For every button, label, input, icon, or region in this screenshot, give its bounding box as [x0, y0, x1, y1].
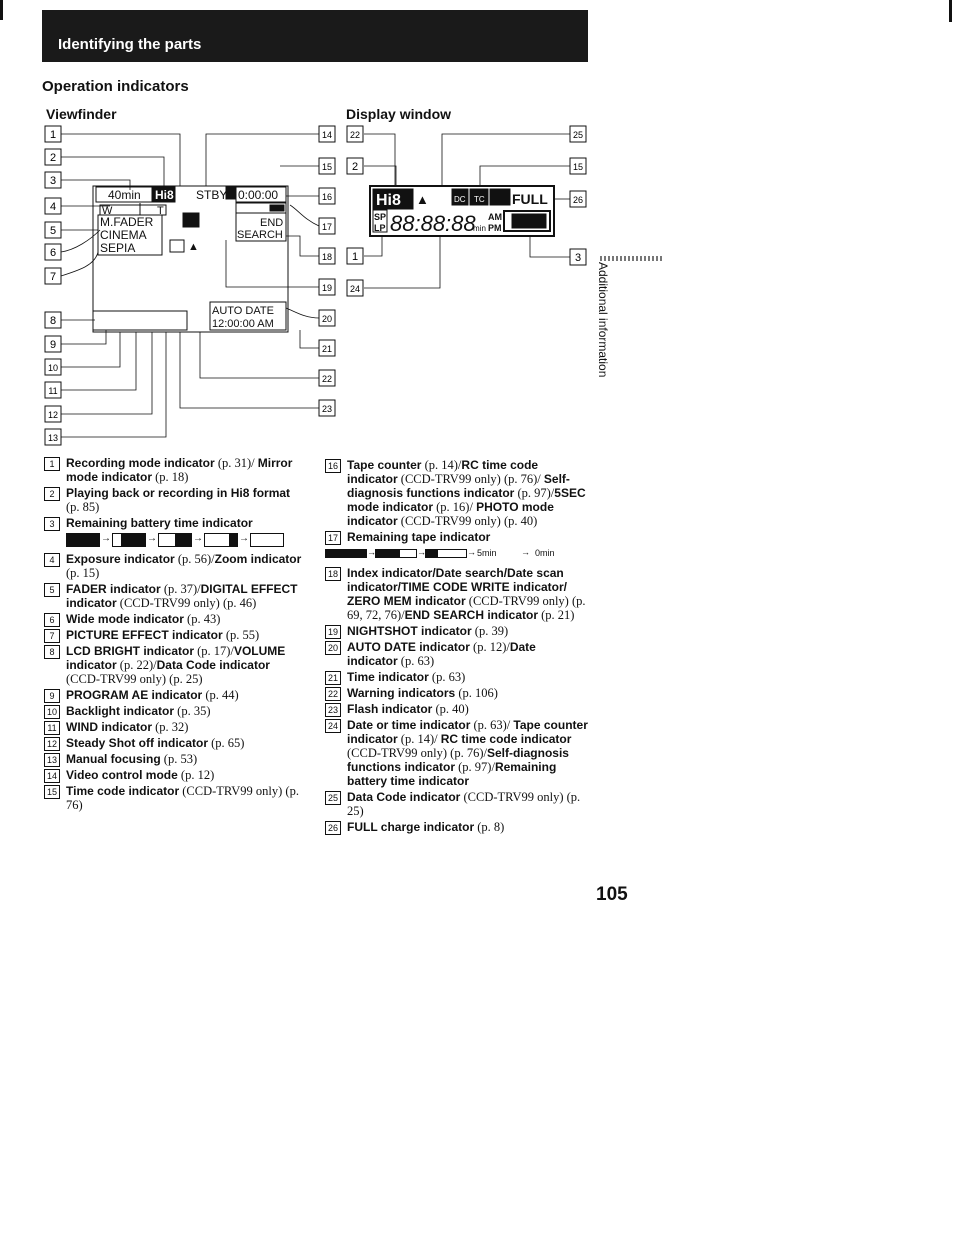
legend-ref: (p. 63)/ [470, 718, 514, 732]
arrow-right-icon: → [417, 547, 426, 557]
legend-term: Steady Shot off indicator [66, 736, 209, 750]
callout-left-1: 1 [49, 129, 57, 141]
callout-left-8: 8 [49, 315, 57, 327]
legend-term: Data Code indicator [347, 790, 461, 804]
display-window-heading: Display window [346, 106, 452, 122]
callout-mid-15: 15 [321, 162, 333, 172]
legend-entry-20 [325, 640, 589, 668]
legend-number-13: 13 [44, 753, 60, 767]
legend-number-6: 6 [44, 613, 60, 627]
vf-stby: STBY [196, 188, 228, 202]
callout-mid-17: 17 [321, 222, 333, 232]
legend-term: NIGHTSHOT indicator [347, 624, 472, 638]
legend-number-17: 17 [325, 531, 341, 545]
battery-icon [158, 533, 192, 547]
legend-ref: (p. 65) [208, 736, 245, 750]
leader-lines [61, 134, 570, 437]
legend-term: Date indicator [347, 640, 536, 668]
legend-term: RC time code indicator [440, 732, 572, 746]
side-tab-label: Additional information [596, 262, 610, 378]
legend-term: AUTO DATE indicator [347, 640, 470, 654]
legend-ref: (p. 14)/ [397, 732, 441, 746]
legend-number-11: 11 [44, 721, 60, 735]
callout-left-2: 2 [49, 152, 57, 164]
callout-left-13: 13 [47, 433, 59, 443]
vf-time: 12:00:00 AM [212, 318, 274, 330]
legend-ref: (p. 8) [474, 820, 505, 834]
legend-entry-16 [325, 458, 589, 528]
vf-tape-remaining: 40min [108, 188, 141, 202]
dw-dc: DC [454, 195, 466, 204]
legend-term: Time indicator [347, 670, 429, 684]
legend-entry-5 [44, 582, 306, 610]
tape-zero-min: 0min [535, 548, 555, 558]
legend-entry-3 [44, 516, 306, 530]
legend-ref: (p. 22)/ [116, 658, 157, 672]
legend-ref: (p. 39) [471, 624, 509, 638]
legend-entry-14 [44, 768, 306, 782]
legend-term: RC time code indicator [347, 458, 539, 486]
legend-entry-25 [325, 790, 589, 818]
legend-entry-12 [44, 736, 306, 750]
legend-entry-24 [325, 718, 589, 788]
vf-search: SEARCH [237, 229, 283, 241]
legend-term: Index indicator/Date search/Date scan indicator/TIME CODE WRITE indicator/ ZERO MEM indicator [347, 566, 568, 608]
dw-sp: SP [374, 212, 387, 222]
dw-digits: 88:88:88 [390, 211, 476, 236]
dw-pm: PM [488, 223, 502, 233]
arrow-right-icon: → [367, 547, 376, 557]
dw-hi8: Hi8 [376, 192, 401, 209]
legend-entry-22 [325, 686, 589, 700]
callout-right-22-0: 22 [349, 130, 361, 140]
dw-min: min [473, 224, 486, 233]
legend-term: Manual focusing [66, 752, 161, 766]
legend-term: Recording mode indicator [66, 456, 215, 470]
tape-remaining-sequence [325, 546, 589, 562]
legend-number-3: 3 [44, 517, 60, 531]
arrow-right-icon: → [193, 533, 203, 544]
legend-term: Mirror mode indicator [66, 456, 293, 484]
callout-left-12: 12 [47, 410, 59, 420]
vf-sepia: SEPIA [100, 241, 136, 255]
tape-five-min: 5min [477, 548, 497, 558]
legend-ref: (p. 53) [160, 752, 198, 766]
legend-ref: (CCD-TRV99 only) (p. 69, 72, 76)/ [347, 594, 586, 622]
arrow-right-icon: → [239, 533, 249, 544]
vf-counter: 0:00:00 [238, 188, 279, 202]
callout-right-15-5: 15 [572, 162, 584, 172]
legend-entry-15 [44, 784, 306, 812]
legend-ref: (p. 35) [174, 704, 211, 718]
legend-entry-8 [44, 644, 306, 686]
legend-ref: (p. 32) [152, 720, 189, 734]
legend-number-8: 8 [44, 645, 60, 659]
callout-mid-21: 21 [321, 344, 333, 354]
legend-ref: (p. 56)/ [174, 552, 215, 566]
legend-number-9: 9 [44, 689, 60, 703]
legend-right-column [325, 458, 589, 836]
legend-term: FULL charge indicator [347, 820, 475, 834]
callout-left-7: 7 [49, 271, 57, 283]
legend-term: PHOTO mode indicator [347, 500, 554, 528]
legend-term: WIND indicator [66, 720, 152, 734]
legend-entry-19 [325, 624, 589, 638]
legend-term: Video control mode [66, 768, 178, 782]
callout-right-2-1: 2 [351, 161, 359, 173]
callout-right-1-2: 1 [351, 251, 359, 263]
callout-mid-22: 22 [321, 374, 333, 384]
legend-ref: (p. 85) [66, 500, 100, 514]
legend-ref: (p. 17)/ [194, 644, 234, 658]
legend-number-12: 12 [44, 737, 60, 751]
vf-hi8: Hi8 [155, 188, 174, 202]
dw-lp: LP [374, 223, 386, 233]
legend-entry-2 [44, 486, 306, 514]
battery-icon [250, 533, 284, 547]
legend-ref: (CCD-TRV99 only) (p. 40) [397, 514, 538, 528]
legend-ref: (p. 97)/ [455, 760, 495, 774]
callout-mid-14: 14 [321, 130, 333, 140]
arrow-right-icon: → [147, 533, 157, 544]
legend-term: Self-diagnosis functions indicator [347, 472, 570, 500]
vf-w: W [102, 205, 113, 217]
legend-ref: (p. 43) [183, 612, 221, 626]
legend-term: Warning indicators [347, 686, 456, 700]
callout-mid-18: 18 [321, 252, 333, 262]
legend-ref: (CCD-TRV99 only) (p. 76)/ [397, 472, 544, 486]
legend-entry-4 [44, 552, 306, 580]
callout-mid-20: 20 [321, 314, 333, 324]
battery-sequence [66, 532, 306, 548]
arrow-right-icon: → [521, 547, 530, 557]
legend-number-2: 2 [44, 487, 60, 501]
legend-term: Remaining battery time indicator [66, 516, 253, 530]
legend-term: Zoom indicator [214, 552, 302, 566]
legend-number-15: 15 [44, 785, 60, 799]
legend-ref: (p. 16)/ [433, 500, 477, 514]
legend-term: LCD BRIGHT indicator [66, 644, 194, 658]
legend-term: Self-diagnosis functions indicator [347, 746, 569, 774]
legend-entry-7 [44, 628, 306, 642]
vf-m-fader: M.FADER [100, 215, 154, 229]
legend-term: Wide mode indicator [66, 612, 184, 626]
legend-number-22: 22 [325, 687, 341, 701]
legend-ref: (CCD-TRV99 only) (p. 46) [116, 596, 257, 610]
dw-tc: TC [474, 195, 485, 204]
legend-number-10: 10 [44, 705, 60, 719]
legend-ref: (p. 37)/ [160, 582, 201, 596]
legend-number-1: 1 [44, 457, 60, 471]
legend-number-20: 20 [325, 641, 341, 655]
legend-ref: (p. 40) [432, 702, 469, 716]
vf-t: T [157, 205, 164, 217]
arrow-right-icon: → [101, 533, 111, 544]
legend-term: PICTURE EFFECT indicator [66, 628, 223, 642]
legend-term: Date or time indicator [347, 718, 471, 732]
legend-ref: (p. 21) [538, 608, 575, 622]
tape-bar-icon [325, 549, 367, 558]
legend-entry-21 [325, 670, 589, 684]
vf-cinema: CINEMA [100, 228, 147, 242]
callout-right-24-3: 24 [349, 284, 361, 294]
legend-term: Time code indicator [66, 784, 180, 798]
header-title: Identifying the parts [58, 36, 202, 53]
tape-bar-icon [375, 549, 417, 558]
indicator-diagram [0, 0, 954, 460]
legend-number-16: 16 [325, 459, 341, 473]
battery-icon [112, 533, 146, 547]
legend-ref: (p. 44) [202, 688, 239, 702]
legend-ref: (p. 18) [152, 470, 189, 484]
legend-ref: (CCD-TRV99 only) (p. 25) [347, 790, 581, 818]
legend-ref: (CCD-TRV99 only) (p. 76) [66, 784, 299, 812]
dw-full: FULL [512, 191, 548, 207]
battery-icon [204, 533, 238, 547]
legend-entry-13 [44, 752, 306, 766]
legend-number-24: 24 [325, 719, 341, 733]
battery-icon [66, 533, 100, 547]
legend-term: PROGRAM AE indicator [66, 688, 203, 702]
legend-term: Tape counter [347, 458, 422, 472]
dw-eject-icon: ▲ [416, 192, 429, 207]
legend-number-18: 18 [325, 567, 341, 581]
legend-number-26: 26 [325, 821, 341, 835]
callout-right-26-6: 26 [572, 195, 584, 205]
legend-entry-11 [44, 720, 306, 734]
legend-term: FADER indicator [66, 582, 161, 596]
callout-right-3-7: 3 [574, 252, 582, 264]
vf-eject-icon: ▲ [188, 241, 199, 253]
callout-left-4: 4 [49, 201, 57, 213]
legend-entry-23 [325, 702, 589, 716]
vf-end: END [260, 217, 284, 229]
callout-left-10: 10 [47, 363, 59, 373]
legend-left-column [44, 456, 306, 814]
legend-entry-18 [325, 566, 589, 622]
legend-ref: (p. 31)/ [214, 456, 258, 470]
legend-ref: (p. 55) [222, 628, 260, 642]
callout-mid-16: 16 [321, 192, 333, 202]
legend-number-5: 5 [44, 583, 60, 597]
legend-ref: (CCD-TRV99 only) (p. 25) [66, 672, 203, 686]
legend-term: Playing back or recording in Hi8 format [66, 486, 291, 500]
legend-entry-6 [44, 612, 306, 626]
legend-number-14: 14 [44, 769, 60, 783]
legend-number-25: 25 [325, 791, 341, 805]
tape-bar-icon [425, 549, 467, 558]
legend-term: Exposure indicator [66, 552, 175, 566]
legend-number-19: 19 [325, 625, 341, 639]
callout-mid-23: 23 [321, 404, 333, 414]
legend-term: 5SEC mode indicator [347, 486, 586, 514]
callout-left-5: 5 [49, 225, 57, 237]
legend-ref: (p. 14)/ [421, 458, 462, 472]
callout-left-9: 9 [49, 339, 57, 351]
callout-left-3: 3 [49, 175, 57, 187]
legend-term: Flash indicator [347, 702, 433, 716]
arrow-right-icon: → [467, 547, 476, 557]
legend-number-21: 21 [325, 671, 341, 685]
callout-right-25-4: 25 [572, 130, 584, 140]
legend-ref: (p. 12)/ [469, 640, 510, 654]
legend-term: VOLUME indicator [66, 644, 286, 672]
legend-term: Remaining tape indicator [347, 530, 491, 544]
legend-entry-26 [325, 820, 589, 834]
legend-term: END SEARCH indicator [404, 608, 538, 622]
vf-auto-date: AUTO DATE [212, 305, 274, 317]
legend-term: Backlight indicator [66, 704, 175, 718]
page-number: 105 [596, 884, 628, 905]
legend-ref: (p. 106) [455, 686, 498, 700]
legend-ref: (p. 63) [428, 670, 466, 684]
legend-number-7: 7 [44, 629, 60, 643]
callout-mid-19: 19 [321, 283, 333, 293]
viewfinder-heading: Viewfinder [46, 106, 117, 122]
dw-am: AM [488, 212, 502, 222]
legend-entry-10 [44, 704, 306, 718]
legend-term: Remaining battery time indicator [347, 760, 557, 788]
legend-ref: (CCD-TRV99 only) (p. 76)/ [347, 746, 487, 760]
legend-term: Data Code indicator [156, 658, 270, 672]
legend-ref: (p. 97)/ [514, 486, 555, 500]
legend-number-4: 4 [44, 553, 60, 567]
legend-term: DIGITAL EFFECT indicator [66, 582, 298, 610]
callout-left-6: 6 [49, 247, 57, 259]
legend-entry-17 [325, 530, 589, 544]
legend-entry-1 [44, 456, 306, 484]
legend-ref: (p. 63) [397, 654, 435, 668]
legend-term: Tape counter indicator [347, 718, 588, 746]
callout-left-11: 11 [48, 386, 58, 396]
legend-entry-9 [44, 688, 306, 702]
legend-number-23: 23 [325, 703, 341, 717]
legend-ref: (p. 15) [66, 566, 100, 580]
section-title: Operation indicators [42, 78, 189, 95]
legend-ref: (p. 12) [177, 768, 215, 782]
